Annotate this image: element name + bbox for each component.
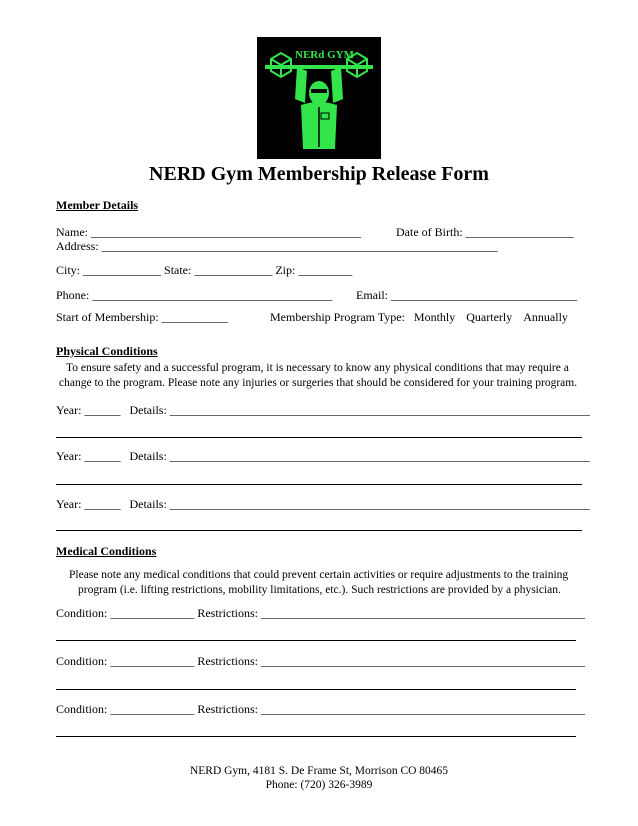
city-field[interactable]: _____________ bbox=[83, 263, 162, 277]
start-label: Start of Membership: bbox=[56, 310, 159, 324]
condition-label: Condition: bbox=[56, 606, 108, 620]
state-field[interactable]: _____________ bbox=[194, 263, 273, 277]
restrictions-label: Restrictions: bbox=[197, 702, 259, 716]
dob-label: Date of Birth: bbox=[396, 225, 463, 239]
name-field[interactable]: _____________________________________________ bbox=[91, 225, 361, 239]
member-details-heading: Member Details bbox=[56, 198, 139, 212]
medical-paragraph-1: Please note any medical conditions that could prevent certain activities or require adjustments to the training bbox=[69, 569, 569, 581]
condition-field[interactable]: ______________ bbox=[110, 702, 195, 716]
city-state-zip-row bbox=[56, 263, 352, 278]
state-label: State: bbox=[164, 263, 192, 277]
footer-phone: Phone: (720) 326-3989 bbox=[265, 779, 373, 791]
details-label: Details: bbox=[129, 403, 167, 417]
name-row bbox=[56, 225, 361, 240]
start-field[interactable]: ___________ bbox=[161, 310, 228, 324]
details-field[interactable]: ______________________________________________________________________ bbox=[169, 449, 590, 463]
phone-row bbox=[56, 288, 332, 303]
zip-label: Zip: bbox=[275, 263, 296, 277]
start-row bbox=[56, 310, 228, 325]
email-row bbox=[356, 288, 577, 303]
email-label: Email: bbox=[356, 288, 388, 302]
address-field[interactable]: __________________________________________________________________ bbox=[101, 239, 498, 253]
name-label: Name: bbox=[56, 225, 88, 239]
year-label: Year: bbox=[56, 497, 82, 511]
details-label: Details: bbox=[129, 449, 167, 463]
details-field[interactable]: ______________________________________________________________________ bbox=[169, 403, 590, 417]
physical-extra-line-3[interactable] bbox=[56, 530, 582, 531]
restrictions-field[interactable]: ______________________________________________________ bbox=[261, 606, 586, 620]
medical-conditions-heading: Medical Conditions bbox=[56, 544, 157, 558]
dob-row bbox=[396, 225, 574, 240]
program-option-quarterly[interactable]: Quarterly bbox=[466, 310, 513, 324]
physical-paragraph-1: To ensure safety and a successful program, it is necessary to know any physical conditions that may require a bbox=[66, 362, 569, 374]
year-label: Year: bbox=[56, 449, 82, 463]
address-row bbox=[56, 239, 498, 254]
dob-field[interactable]: __________________ bbox=[465, 225, 574, 239]
restrictions-field[interactable]: ______________________________________________________ bbox=[261, 654, 586, 668]
details-label: Details: bbox=[129, 497, 167, 511]
year-label: Year: bbox=[56, 403, 82, 417]
restrictions-label: Restrictions: bbox=[197, 654, 259, 668]
program-label: Membership Program Type: bbox=[270, 310, 405, 324]
zip-field[interactable]: _________ bbox=[298, 263, 353, 277]
restrictions-field[interactable]: ______________________________________________________ bbox=[261, 702, 586, 716]
phone-label: Phone: bbox=[56, 288, 90, 302]
physical-entry-1 bbox=[56, 403, 590, 418]
physical-entry-3 bbox=[56, 497, 590, 512]
year-field[interactable]: ______ bbox=[84, 449, 121, 463]
medical-extra-line-2[interactable] bbox=[56, 689, 576, 690]
page-title: NERD Gym Membership Release Form bbox=[149, 163, 489, 185]
city-label: City: bbox=[56, 263, 81, 277]
physical-extra-line-2[interactable] bbox=[56, 484, 582, 485]
program-row bbox=[270, 310, 568, 325]
phone-field[interactable]: ________________________________________ bbox=[92, 288, 333, 302]
program-option-monthly[interactable]: Monthly bbox=[413, 310, 456, 324]
medical-entry-2 bbox=[56, 654, 585, 669]
logo-text: NERd GYM bbox=[295, 49, 354, 61]
program-option-annually[interactable]: Annually bbox=[523, 310, 568, 324]
year-field[interactable]: ______ bbox=[84, 497, 121, 511]
medical-extra-line-3[interactable] bbox=[56, 736, 576, 737]
medical-entry-3 bbox=[56, 702, 585, 717]
email-field[interactable]: _______________________________ bbox=[391, 288, 577, 302]
details-field[interactable]: ______________________________________________________________________ bbox=[169, 497, 590, 511]
condition-field[interactable]: ______________ bbox=[110, 606, 195, 620]
physical-entry-2 bbox=[56, 449, 590, 464]
condition-label: Condition: bbox=[56, 654, 108, 668]
footer-address: NERD Gym, 4181 S. De Frame St, Morrison CO 80465 bbox=[189, 765, 449, 777]
medical-entry-1 bbox=[56, 606, 585, 621]
physical-extra-line-1[interactable] bbox=[56, 437, 582, 438]
medical-extra-line-1[interactable] bbox=[56, 640, 576, 641]
address-label: Address: bbox=[56, 239, 99, 253]
year-field[interactable]: ______ bbox=[84, 403, 121, 417]
condition-field[interactable]: ______________ bbox=[110, 654, 195, 668]
medical-paragraph-2: program (i.e. lifting restrictions, mobility limitations, etc.). Such restrictions are provided by a physician. bbox=[78, 584, 561, 596]
condition-label: Condition: bbox=[56, 702, 108, 716]
physical-paragraph-2: change to the program. Please note any injuries or surgeries that should be considered for your training program. bbox=[59, 377, 578, 389]
restrictions-label: Restrictions: bbox=[197, 606, 259, 620]
physical-conditions-heading: Physical Conditions bbox=[56, 344, 158, 358]
gym-logo bbox=[257, 37, 381, 159]
